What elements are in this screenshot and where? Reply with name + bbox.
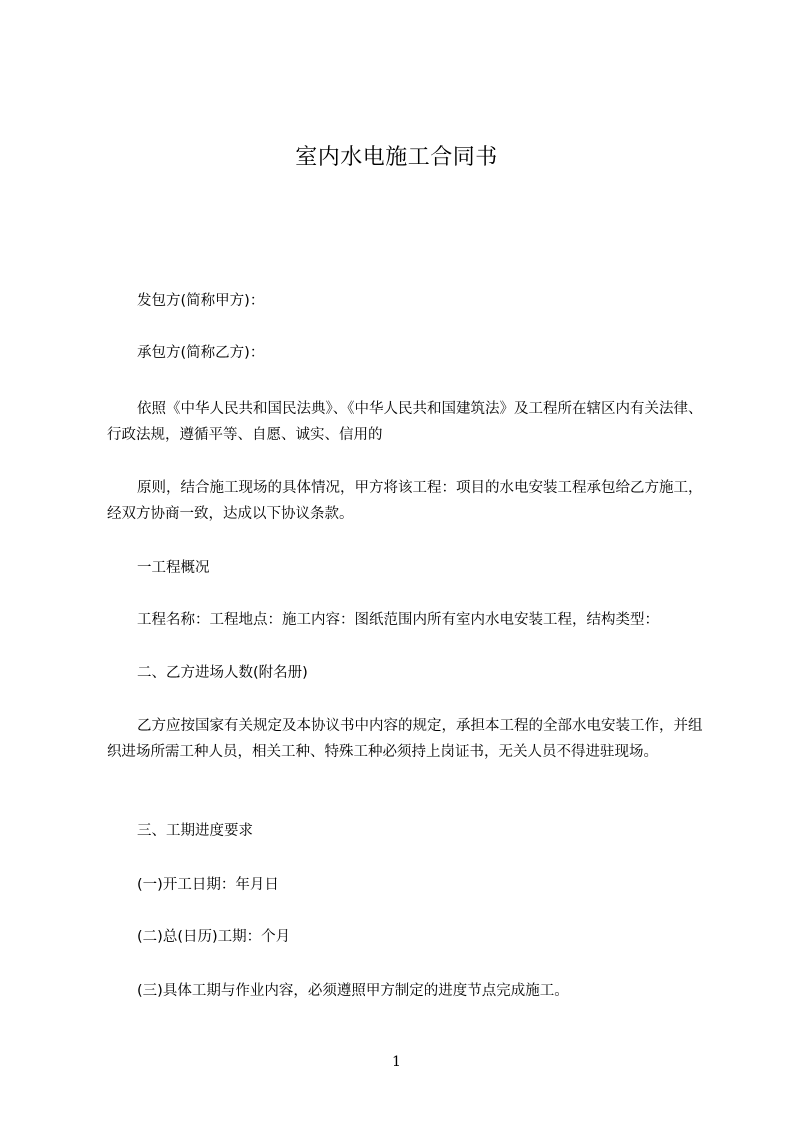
- schedule-line: (三)具体工期与作业内容，必须遵照甲方制定的进度节点完成施工。: [137, 983, 569, 999]
- principle-paragraph: 原则，结合施工现场的具体情况，甲方将该工程：项目的水电安装工程承包给乙方施工，经双方协商一致，达成以下协议条款。: [107, 480, 703, 522]
- project-overview-line: 工程名称：工程地点：施工内容：图纸范围内所有室内水电安装工程，结构类型：: [137, 612, 659, 628]
- section-1-heading: 一工程概况: [137, 560, 210, 576]
- personnel-paragraph: 乙方应按国家有关规定及本协议书中内容的规定，承担本工程的全部水电安装工作，并组织进场所需工种人员，相关工种、特殊工种必须持上岗证书，无关人员不得进驻现场。: [107, 718, 703, 760]
- start-date-line: (一)开工日期：年月日: [137, 877, 279, 893]
- legal-basis-paragraph: 依照《中华人民共和国民法典》、《中华人民共和国建筑法》及工程所在辖区内有关法律、行政法规，遵循平等、自愿、诚实、信用的: [107, 401, 703, 443]
- party-a-line: 发包方(简称甲方)：: [137, 293, 265, 309]
- document-title: 室内水电施工合同书: [295, 145, 498, 170]
- section-3-heading: 三、工期进度要求: [137, 823, 253, 839]
- page-number: 1: [392, 1054, 401, 1070]
- total-duration-line: (二)总(日历)工期：个月: [137, 929, 291, 945]
- section-2-heading: 二、乙方进场人数(附名册): [137, 665, 308, 681]
- party-b-line: 承包方(简称乙方)：: [137, 345, 265, 361]
